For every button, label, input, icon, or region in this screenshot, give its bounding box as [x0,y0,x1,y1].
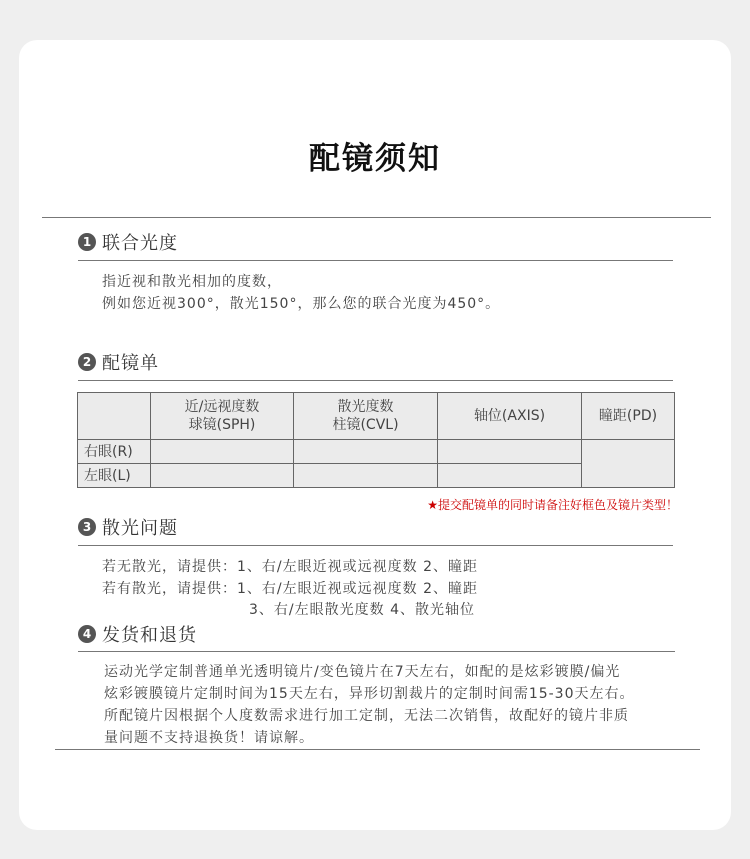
section-title: 发货和退货 [102,625,197,646]
right-cyl-cell[interactable] [294,440,438,464]
header-cyl-line2: 柱镜(CVL) [332,417,399,433]
right-sph-cell[interactable] [151,440,294,464]
section-number-badge: 3 [78,518,96,536]
section-number-badge: 4 [78,625,96,643]
row-label-left-eye: 左眼(L) [78,464,151,488]
pd-cell[interactable] [582,440,675,488]
right-axis-cell[interactable] [438,440,582,464]
header-sph-line2: 球镜(SPH) [188,417,256,433]
section-3-line: 若无散光，请提供：1、右/左眼近视或远视度数 2、瞳距 [102,559,478,575]
section-divider [78,380,673,381]
section-3-header [78,516,178,538]
section-4-line: 炫彩镀膜镜片定制时间为15天左右，异形切割裁片的定制时间需15-30天左右。 [104,686,635,702]
section-4-line: 运动光学定制普通单光透明镜片/变色镜片在7天左右，如配的是炫彩镀膜/偏光 [104,664,621,680]
section-divider [78,651,675,652]
section-1-header [78,231,178,253]
section-title: 联合光度 [102,233,178,254]
header-cyl-line1: 散光度数 [337,399,394,415]
left-cyl-cell[interactable] [294,464,438,488]
section-number-badge: 1 [78,233,96,251]
section-title: 散光问题 [102,518,178,539]
section-divider [78,545,673,546]
table-corner-cell [78,393,151,440]
section-1-line: 例如您近视300°，散光150°，那么您的联合光度为450°。 [102,296,501,312]
header-axis: 轴位(AXIS) [438,393,582,440]
prescription-table [77,392,675,488]
row-label-right-eye: 右眼(R) [78,440,151,464]
bottom-divider [55,749,700,750]
left-sph-cell[interactable] [151,464,294,488]
left-axis-cell[interactable] [438,464,582,488]
title-divider [42,217,711,218]
order-note: ★提交配镜单的同时请备注好框色及镜片类型！ [427,498,678,512]
section-title: 配镜单 [102,353,159,374]
section-4-line: 量问题不支持退换货！请谅解。 [104,730,314,746]
section-2-header [78,351,159,373]
header-sph-line1: 近/远视度数 [184,399,260,415]
section-3-line: 3、右/左眼散光度数 4、散光轴位 [249,602,475,618]
section-4-header [78,623,197,645]
header-sph [151,393,294,440]
header-cyl [294,393,438,440]
section-4-line: 所配镜片因根据个人度数需求进行加工定制，无法二次销售，故配好的镜片非质 [104,708,629,724]
header-pd: 瞳距(PD) [582,393,675,440]
section-1-line: 指近视和散光相加的度数， [102,274,282,290]
table-row [78,440,675,464]
section-divider [78,260,673,261]
table-header-row [78,393,675,440]
page-title: 配镜须知 [309,141,441,177]
section-3-line: 若有散光，请提供：1、右/左眼近视或远视度数 2、瞳距 [102,581,478,597]
section-number-badge: 2 [78,353,96,371]
